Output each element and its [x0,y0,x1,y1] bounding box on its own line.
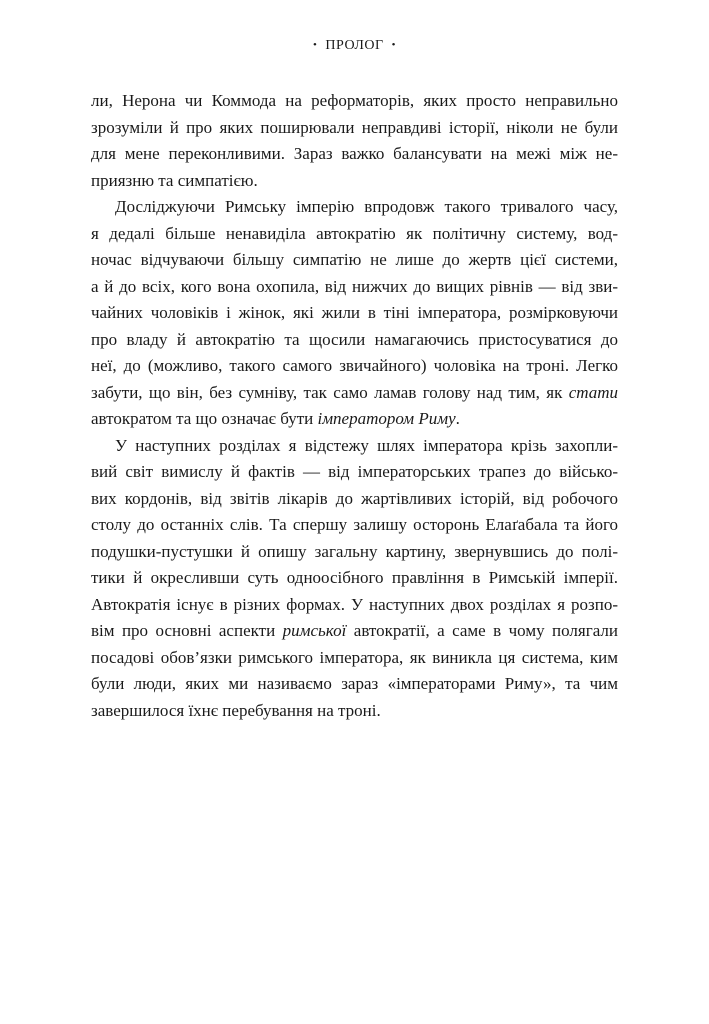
text-run: зрозуміли й про яких поширювали неправдиві історії, ніколи не були [91,117,618,137]
text-line [91,671,618,698]
text-line [91,512,618,539]
text-run: були люди, яких ми називаємо зараз «імператорами Риму», та чим [91,674,618,693]
text-run: для мене переконливими. Зараз важко балансувати на межі між не- [91,144,618,163]
text-line [91,618,618,645]
text-line [91,459,618,486]
text-run: а й до всіх, кого вона охопила, від нижчих до вищих рівнів — від зви- [91,276,618,296]
text-line [91,486,618,513]
italic-text: імператором Риму [317,409,456,428]
paragraph [91,194,618,433]
bullet-right: • [391,38,396,51]
text-run: неї, до (можливо, такого самого звичайного) чоловіка на троні. Легко [91,356,618,375]
text-run: вім про основні аспекти [91,621,283,640]
text-run: автократом та що означає бути [91,409,318,428]
text-line [91,247,618,274]
text-line [91,433,618,460]
text-run: ночас відчуваючи більшу симпатію не лише до жертв цієї системи, [91,250,618,269]
text-line [91,300,618,327]
text-run: посадові обов’язки римського імператора, як виникла ця система, ким [91,647,618,667]
running-head [0,38,709,54]
paragraph [91,433,618,725]
text-line [91,592,618,619]
text-run: тики й окресливши суть одноосібного правління в Римській імперії. [91,568,618,587]
italic-text: римської [282,621,347,640]
text-run: Автократія існує в різних формах. У наступних двох розділах я розпо- [91,594,618,614]
text-line [91,327,618,354]
text-run: я дедалі більше ненавиділа автократію як політичну систему, вод- [91,223,618,243]
text-line [91,194,618,221]
text-run: вий світ вимислу й фактів — від імператорських трапез до військо- [91,462,618,481]
text-line [91,88,618,115]
text-run: . [455,409,460,428]
text-run: Досліджуючи Римську імперію впродовж такого тривалого часу, [115,197,618,216]
text-line [91,406,618,433]
text-line [91,380,618,407]
paragraph [91,88,618,194]
text-run: столу до останніх слів. Та спершу залишу осторонь Елаґабала та його [91,515,618,534]
text-line [91,539,618,566]
text-run: У наступних розділах я відстежу шлях імператора крізь захопли- [115,435,618,455]
text-run: про владу й автократію та щосили намагаючись пристосуватися до [91,329,618,349]
running-head-title: ПРОЛОГ [325,38,384,53]
text-run: забути, що він, без сумніву, так само ламав голову над тим, як [91,382,569,402]
text-run: приязню та симпатією. [91,170,258,190]
bullet-left: • [313,38,318,51]
text-run: автократії, а саме в чому полягали [346,621,618,640]
text-run: вих кордонів, від звітів лікарів до жартівливих історій, від робочого [91,488,618,508]
body-text [91,88,618,724]
text-line [91,274,618,301]
text-run: чайних чоловіків і жінок, які жили в тіні імператора, розмірковуючи [91,303,618,322]
text-run: ли, Нерона чи Коммода на реформаторів, яких просто неправильно [91,91,618,110]
text-line [91,698,618,725]
text-line [91,168,618,195]
text-run: завершилося їхнє перебування на троні. [91,700,381,720]
text-line [91,645,618,672]
text-line [91,353,618,380]
text-run: подушки-пустушки й опишу загальну картину, звернувшись до полі- [91,541,618,561]
text-line [91,115,618,142]
text-line [91,565,618,592]
italic-text: стати [568,382,618,402]
text-line [91,221,618,248]
text-line [91,141,618,168]
